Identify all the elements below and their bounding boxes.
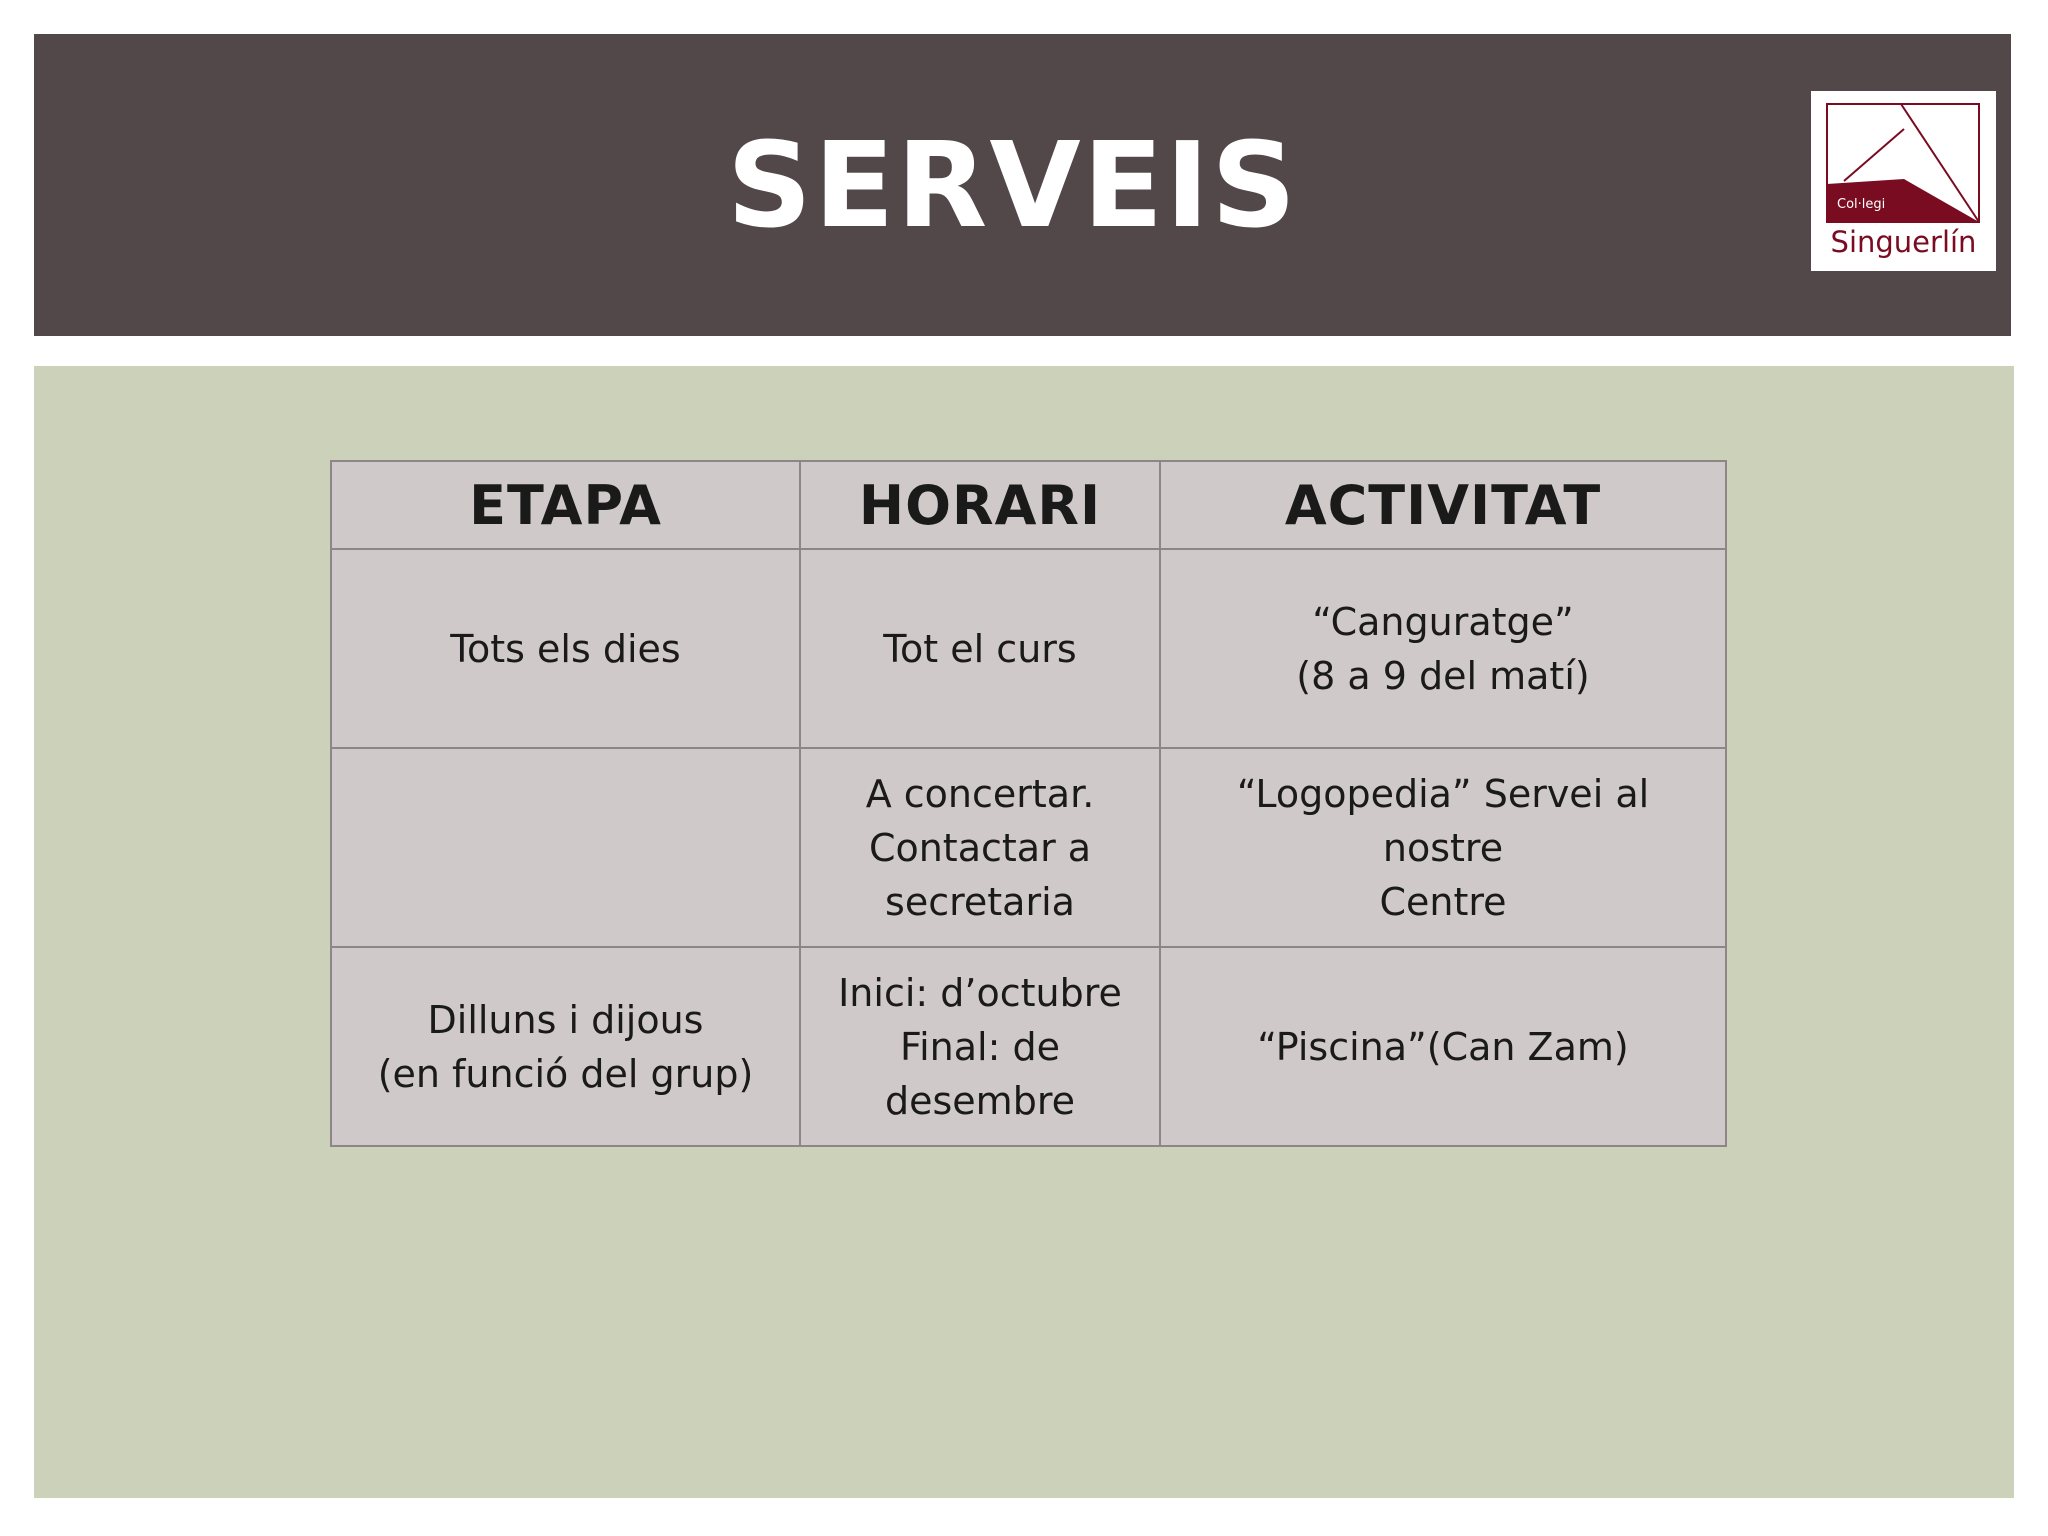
cell-etapa: Tots els dies: [331, 549, 800, 748]
cell-activitat: “Logopedia” Servei al nostre Centre: [1160, 748, 1726, 947]
header-horari: HORARI: [800, 461, 1160, 549]
cell-activitat: “Canguratge” (8 a 9 del matí): [1160, 549, 1726, 748]
cell-horari: Inici: d’octubre Final: de desembre: [800, 947, 1160, 1146]
table-header-row: [331, 461, 1726, 549]
table-row: [331, 947, 1726, 1146]
table-row: [331, 748, 1726, 947]
header-activitat: ACTIVITAT: [1160, 461, 1726, 549]
cell-etapa: [331, 748, 800, 947]
table-row: [331, 549, 1726, 748]
cell-horari: A concertar. Contactar a secretaria: [800, 748, 1160, 947]
page-title: SERVEIS: [726, 116, 1299, 254]
header-etapa: ETAPA: [331, 461, 800, 549]
logo-subtitle: Col·legi: [1837, 197, 1886, 212]
cell-horari: Tot el curs: [800, 549, 1160, 748]
logo-name: Singuerlín: [1830, 225, 1977, 259]
header-bar: [34, 34, 2011, 336]
services-table: [330, 460, 1727, 1147]
cell-etapa: Dilluns i dijous (en funció del grup): [331, 947, 800, 1146]
cell-activitat: “Piscina”(Can Zam): [1160, 947, 1726, 1146]
school-logo: [1811, 91, 1996, 271]
